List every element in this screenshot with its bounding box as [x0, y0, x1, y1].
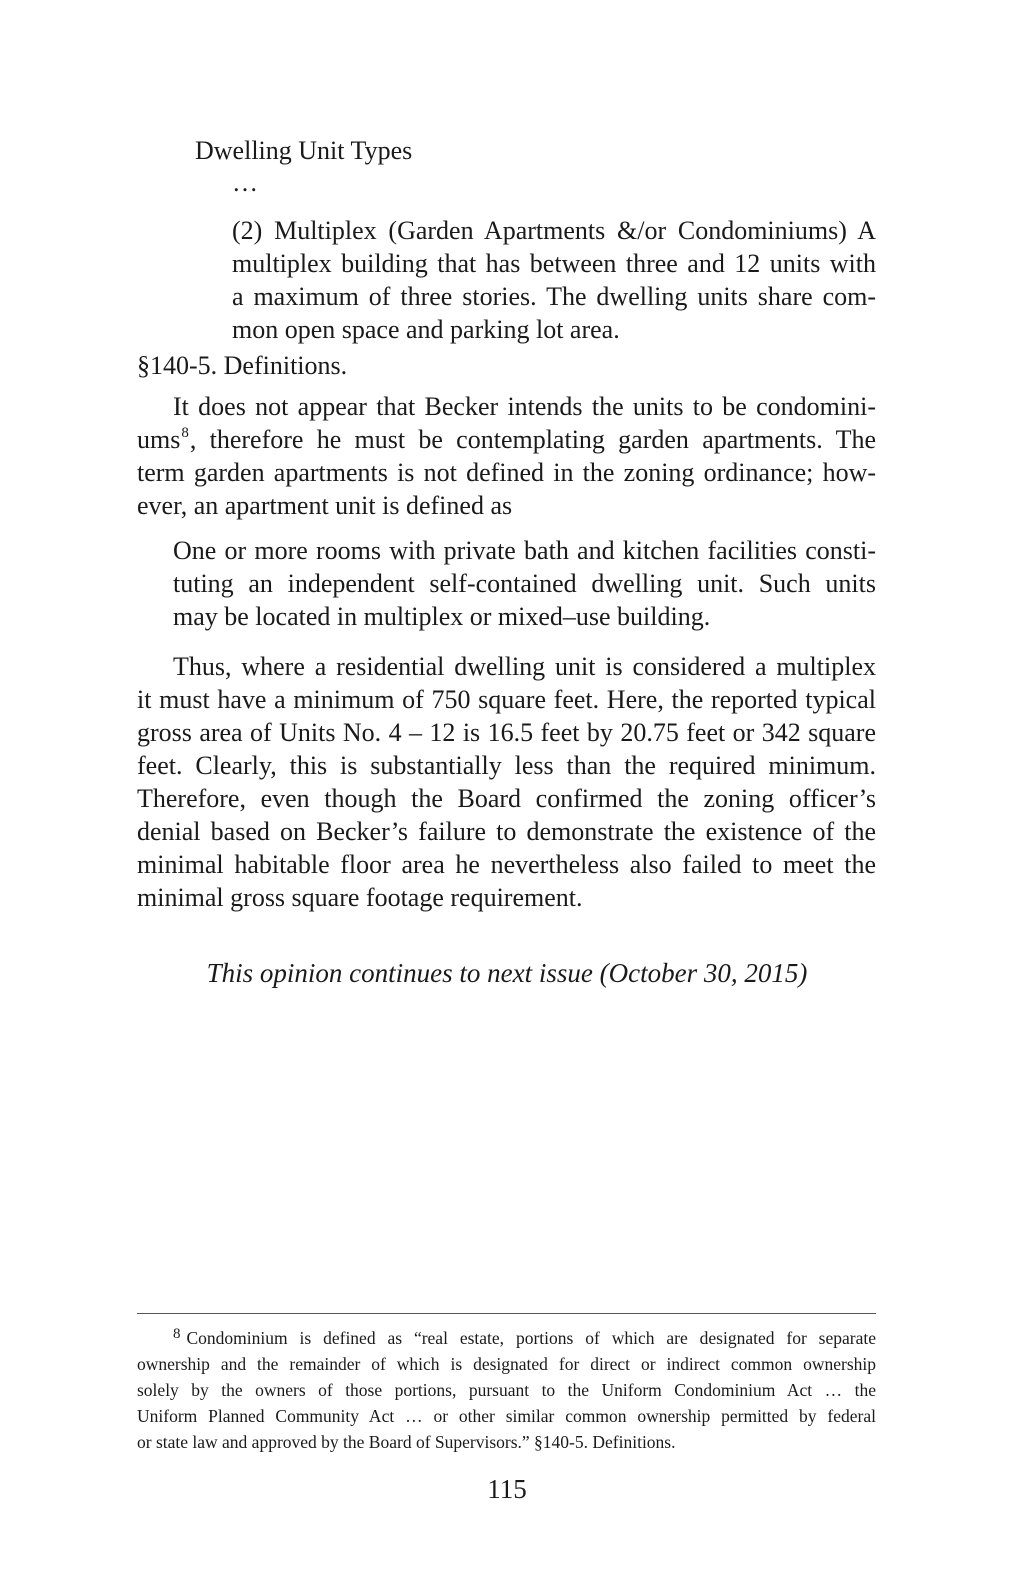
paragraph-line: minimal habitable floor area he nevertheless also failed to meet the: [137, 850, 876, 879]
text-fragment: , therefore he must be contemplating garden apartments. The: [189, 425, 876, 454]
quote-line: One or more rooms with private bath and kitchen facilities consti-: [173, 536, 876, 565]
footnote-line: Uniform Planned Community Act … or other similar common ownership permitted by federal: [137, 1406, 876, 1426]
ellipsis: …: [232, 168, 258, 197]
quote-line: mon open space and parking lot area.: [232, 315, 620, 344]
paragraph-line: ever, an apartment unit is defined as: [137, 491, 513, 520]
footnote-line: ownership and the remainder of which is designated for direct or indirect common ownership: [137, 1354, 876, 1374]
paragraph-line: minimal gross square footage requirement.: [137, 883, 583, 912]
quote-line: a maximum of three stories. The dwelling units share com-: [232, 282, 876, 311]
paragraph-line: gross area of Units No. 4 – 12 is 16.5 feet by 20.75 feet or 342 square: [137, 718, 876, 747]
paragraph-line: It does not appear that Becker intends the units to be condomini-: [173, 392, 876, 421]
continuation-note: This opinion continues to next issue (October 30, 2015): [206, 958, 808, 988]
footnote-line: or state law and approved by the Board of Supervisors.” §140-5. Definitions.: [137, 1432, 676, 1452]
text-fragment: ums: [137, 425, 181, 454]
paragraph-line: it must have a minimum of 750 square feet. Here, the reported typical: [137, 685, 876, 714]
paragraph-line: denial based on Becker’s failure to demonstrate the existence of the: [137, 817, 876, 846]
quote-line: (2) Multiplex (Garden Apartments &/or Condominiums) A: [232, 216, 876, 245]
quote-line: multiplex building that has between three and 12 units with: [232, 249, 876, 278]
page-number: 115: [487, 1474, 527, 1504]
quote-line: tuting an independent self-contained dwelling unit. Such units: [173, 569, 876, 598]
paragraph-line: feet. Clearly, this is substantially less than the required minimum.: [137, 751, 876, 780]
paragraph-line: Therefore, even though the Board confirmed the zoning officer’s: [137, 784, 876, 813]
text-fragment: Condominium is defined as “real estate, portions of which are designated for separate: [186, 1328, 876, 1348]
footnote-divider: [137, 1313, 876, 1314]
paragraph-line: term garden apartments is not defined in the zoning ordinance; how-: [137, 458, 876, 487]
dwelling-unit-types-heading: Dwelling Unit Types: [195, 136, 413, 165]
footnote-line: [173, 1325, 876, 1353]
footnote-number: 8: [173, 1326, 181, 1342]
footnote-line: solely by the owners of those portions, pursuant to the Uniform Condominium Act … the: [137, 1380, 876, 1400]
footnote-reference[interactable]: 8: [181, 425, 189, 441]
quote-line: may be located in multiplex or mixed–use building.: [173, 602, 711, 631]
paragraph-line: Thus, where a residential dwelling unit is considered a multiplex: [173, 652, 876, 681]
section-reference: §140-5. Definitions.: [137, 351, 348, 380]
